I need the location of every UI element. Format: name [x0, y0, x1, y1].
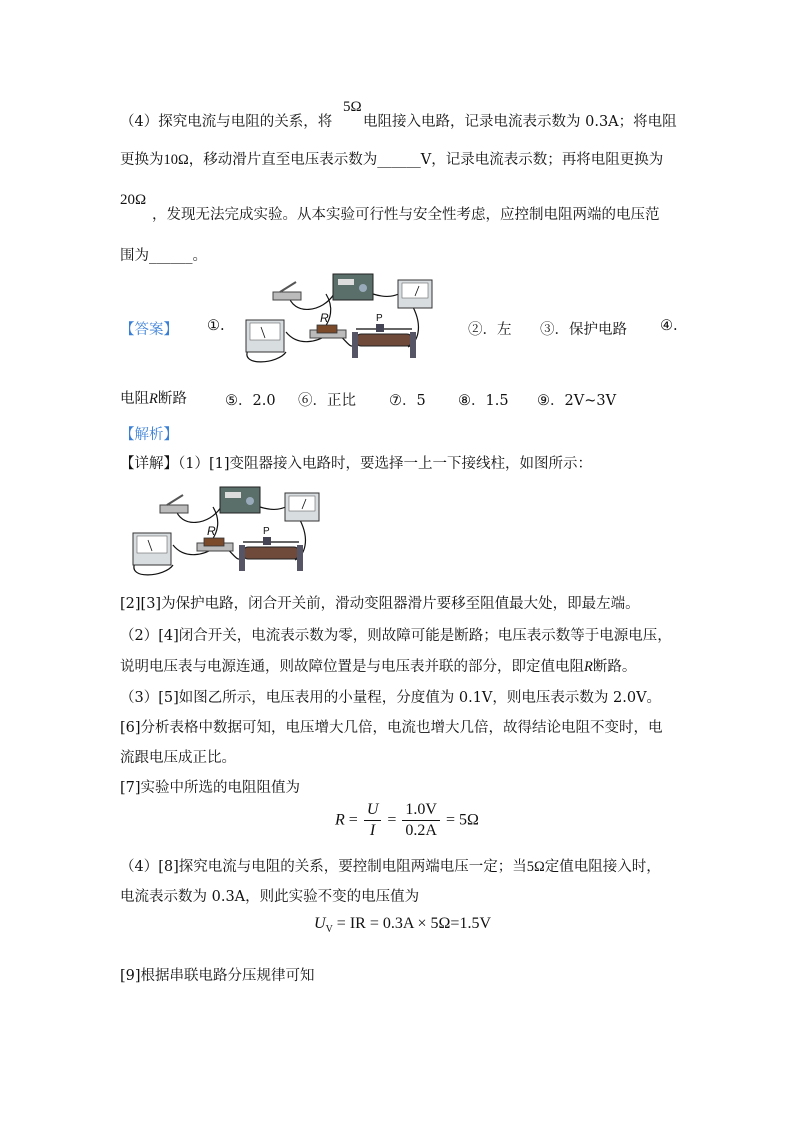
analysis-p4b-a: 说明电压表与电源连通，则故障位置是与电压表并联的部分，即定值电阻 [120, 659, 584, 675]
q4-line2-a: 更换为 [120, 152, 164, 168]
q4-line3-b: ，发现无法完成实验。从本实验可行性与安全性考虑，应控制电阻两端的电压范 [152, 207, 660, 223]
formula1-frac1 [364, 800, 382, 841]
formula2-sub: V [325, 924, 333, 936]
answer-9: ⑨．2V~3V [537, 393, 617, 409]
answer-2: ②．左 [468, 322, 512, 338]
analysis-p8a-b: 定值电阻接入时， [544, 859, 661, 875]
q4-line1-a: （4）探究电流与电阻的关系，将 [120, 114, 333, 130]
q4-line2 [120, 150, 663, 170]
analysis-p6a-text: [6]分析表格中数据可知，电压增大几倍，电流也增大几倍，故得结论电阻不变时，电 [120, 720, 663, 736]
analysis-p6a [120, 718, 663, 738]
analysis-p7-text: [7]实验中所选的电阻阻值为 [120, 780, 301, 796]
analysis-p4a-text: （2）[4]闭合开关，电流表示数为零，则故障可能是断路；电压表示数等于电源电压， [120, 628, 672, 644]
formula1-num1: U [364, 800, 382, 821]
formula-voltage [314, 915, 491, 935]
analysis-p7 [120, 778, 300, 798]
analysis-p8b [120, 887, 419, 907]
circuit-figure-detail [125, 485, 325, 580]
answer-6: ⑥．正比 [298, 393, 356, 409]
analysis-p5-text: （3）[5]如图乙所示，电压表用的小量程，分度值为 0.1V，则电压表示数为 2.0V。 [120, 690, 662, 706]
formula1-lhs: R [335, 811, 345, 829]
analysis-detail [120, 454, 592, 474]
formula1-den1: I [369, 822, 376, 839]
figure-detail-R-label: R [207, 524, 216, 538]
formula2-U: U [314, 915, 326, 932]
answer-label: 【答案】 [120, 322, 178, 338]
answer-1: ①. [207, 318, 225, 334]
q4-line4 [120, 246, 207, 266]
analysis-p8a [120, 857, 661, 877]
q4-line1 [120, 112, 332, 132]
q4-line3-ohm: 20Ω [120, 192, 147, 208]
formula1-den2: 0.2A [405, 822, 437, 839]
q4-line2-ohm: 10Ω [163, 152, 189, 168]
analysis-p4b-b: 断路。 [592, 659, 637, 675]
analysis-p8b-text: 电流表示数为 0.3A，则此实验不变的电压值为 [120, 889, 420, 905]
formula1-eq2: = [387, 811, 397, 829]
formula-resistance [335, 800, 479, 841]
figure-answer-R-label: R [320, 311, 329, 325]
answer-4: ④. [660, 318, 678, 334]
analysis-p9-text: [9]根据串联电路分压规律可知 [120, 968, 315, 984]
formula1-frac2 [402, 800, 440, 841]
analysis-p6b [120, 748, 236, 768]
answer-line2-a: 电阻 [120, 391, 149, 407]
q4-line1-b: 电阻接入电路，记录电流表示数为 0.3A；将电阻 [363, 114, 677, 130]
answer-5: ⑤．2.0 [225, 393, 276, 409]
answer-line2-R: R [149, 391, 158, 407]
q4-line4-text: 围为______。 [120, 248, 207, 264]
answer-3: ③．保护电路 [540, 322, 627, 338]
analysis-label: 【解析】 [120, 427, 178, 443]
analysis-p6b-text: 流跟电压成正比。 [120, 750, 236, 766]
analysis-p4a [120, 626, 672, 646]
formula1-result: = 5Ω [445, 811, 479, 829]
analysis-p8a-ohm: 5Ω [526, 859, 545, 875]
answer-8: ⑧．1.5 [458, 393, 509, 409]
analysis-p9 [120, 966, 315, 986]
analysis-detail-text: 【详解】（1）[1]变阻器接入电路时，要选择一上一下接线柱，如图所示： [120, 456, 593, 472]
formula1-eq1: = [348, 811, 358, 829]
figure-answer-P-label: P [376, 313, 383, 324]
q4-line2-b: ，移动滑片直至电压表示数为______V，记录电流表示数；再将电阻更换为 [188, 152, 664, 168]
formula2-rest: = IR = 0.3A × 5Ω=1.5V [336, 915, 492, 932]
answer-7: ⑦．5 [389, 393, 426, 409]
circuit-figure-answer [238, 272, 438, 367]
answer-line2-b: 断路 [157, 391, 187, 407]
analysis-p4b-R: R [584, 659, 593, 675]
analysis-p23 [120, 594, 640, 614]
analysis-p5 [120, 688, 661, 708]
answer-line2 [120, 389, 187, 409]
analysis-p23-text: [2][3]为保护电路，闭合开关前，滑动变阻器滑片要移至阻值最大处，即最左端。 [120, 596, 640, 612]
figure-detail-P-label: P [263, 526, 270, 537]
analysis-p4b [120, 657, 636, 677]
q4-line1-ohm: 5Ω [343, 99, 362, 115]
analysis-p8a-a: （4）[8]探究电流与电阻的关系，要控制电阻两端电压一定；当 [120, 859, 527, 875]
formula1-num2: 1.0V [402, 800, 440, 821]
